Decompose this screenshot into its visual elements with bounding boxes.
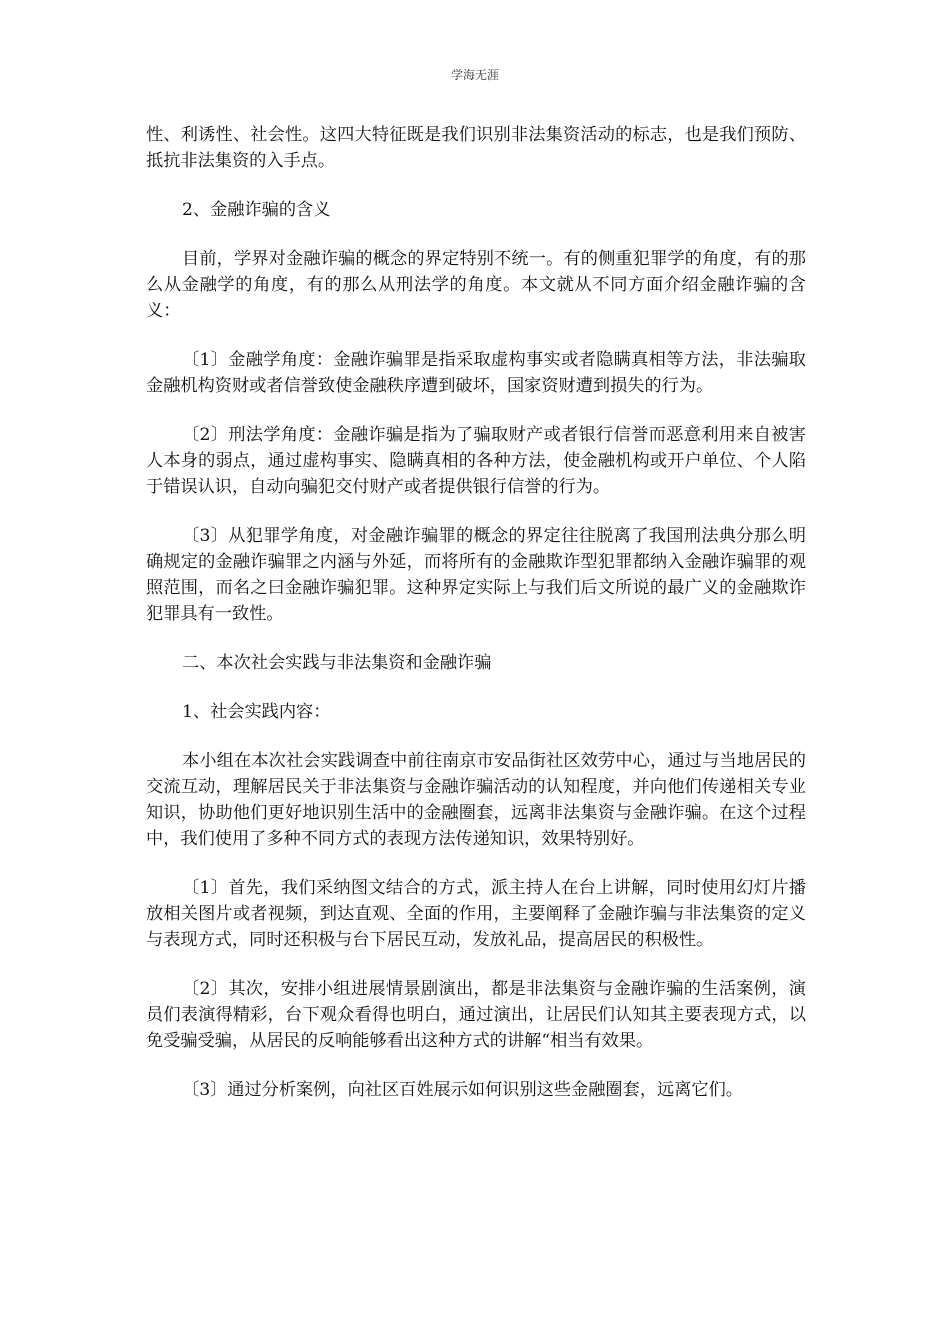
- paragraph-continuation: 性、利诱性、社会性。这四大特征既是我们识别非法集资活动的标志，也是我们预防、抵抗非法集资的入手点。: [146, 125, 806, 171]
- paragraph-criminology-perspective: 〔3〕从犯罪学角度，对金融诈骗罪的概念的界定往往脱离了我国刑法典分那么明确规定的金融诈骗罪之内涵与外延，而将所有的金融欺诈型犯罪都纳入金融诈骗罪的观照范围，而名之曰金融诈骗犯罪。这种界定实际上与我们后文所说的最广义的金融欺诈犯罪具有一致性。: [146, 526, 806, 624]
- subsection-heading-practice-content: 1、社会实践内容：: [182, 702, 331, 722]
- paragraph-practice-overview: 本小组在本次社会实践调查中前往南京市安品街社区效劳中心，通过与当地居民的交流互动，理解居民关于非法集资与金融诈骗活动的认知程度，并向他们传递相关专业知识，协助他们更好地识别生活中的金融圈套，远离非法集资与金融诈骗。在这个过程中，我们使用了多种不同方式的表现方法传递知识，效果特别好。: [146, 751, 806, 849]
- paragraph-criminal-law-perspective: 〔2〕刑法学角度：金融诈骗是指为了骗取财产或者银行信誉而恶意利用来自被害人本身的弱点，通过虚构事实、隐瞒真相的各种方法，使金融机构或开户单位、个人陷于错误认识，自动向骗犯交付财产或者提供银行信誉的行为。: [146, 425, 806, 497]
- paragraph-method-case-analysis: 〔3〕通过分析案例，向社区百姓展示如何识别这些金融圈套，远离它们。: [182, 1080, 743, 1100]
- paragraph-method-drama: 〔2〕其次，安排小组进展情景剧演出，都是非法集资与金融诈骗的生活案例，演员们表演得精彩，台下观众看得也明白，通过演出，让居民们认知其主要表现方式，以免受骗受骗，从居民的反响能够看出这种方式的讲解“相当有效果。: [146, 979, 806, 1051]
- document-body: [146, 122, 806, 1126]
- paragraph-definition-intro: 目前，学界对金融诈骗的概念的界定特别不统一。有的侧重犯罪学的角度，有的那么从金融学的角度，有的那么从刑法学的角度。本文就从不同方面介绍金融诈骗的含义：: [146, 249, 806, 321]
- paragraph-finance-perspective: 〔1〕金融学角度：金融诈骗罪是指采取虚构事实或者隐瞒真相等方法，非法骗取金融机构资财或者信誉致使金融秩序遭到破坏，国家资财遭到损失的行为。: [146, 350, 806, 396]
- section-heading-social-practice: 二、本次社会实践与非法集资和金融诈骗: [182, 653, 492, 673]
- page-header: 学海无涯: [450, 68, 499, 82]
- paragraph-method-presentation: 〔1〕首先，我们采纳图文结合的方式，派主持人在台上讲解，同时使用幻灯片播放相关图片或者视频，到达直观、全面的作用，主要阐释了金融诈骗与非法集资的定义与表现方式，同时还积极与台下居民互动，发放礼品，提高居民的积极性。: [146, 878, 806, 950]
- section-heading-financial-fraud-meaning: 2、金融诈骗的含义: [182, 200, 331, 220]
